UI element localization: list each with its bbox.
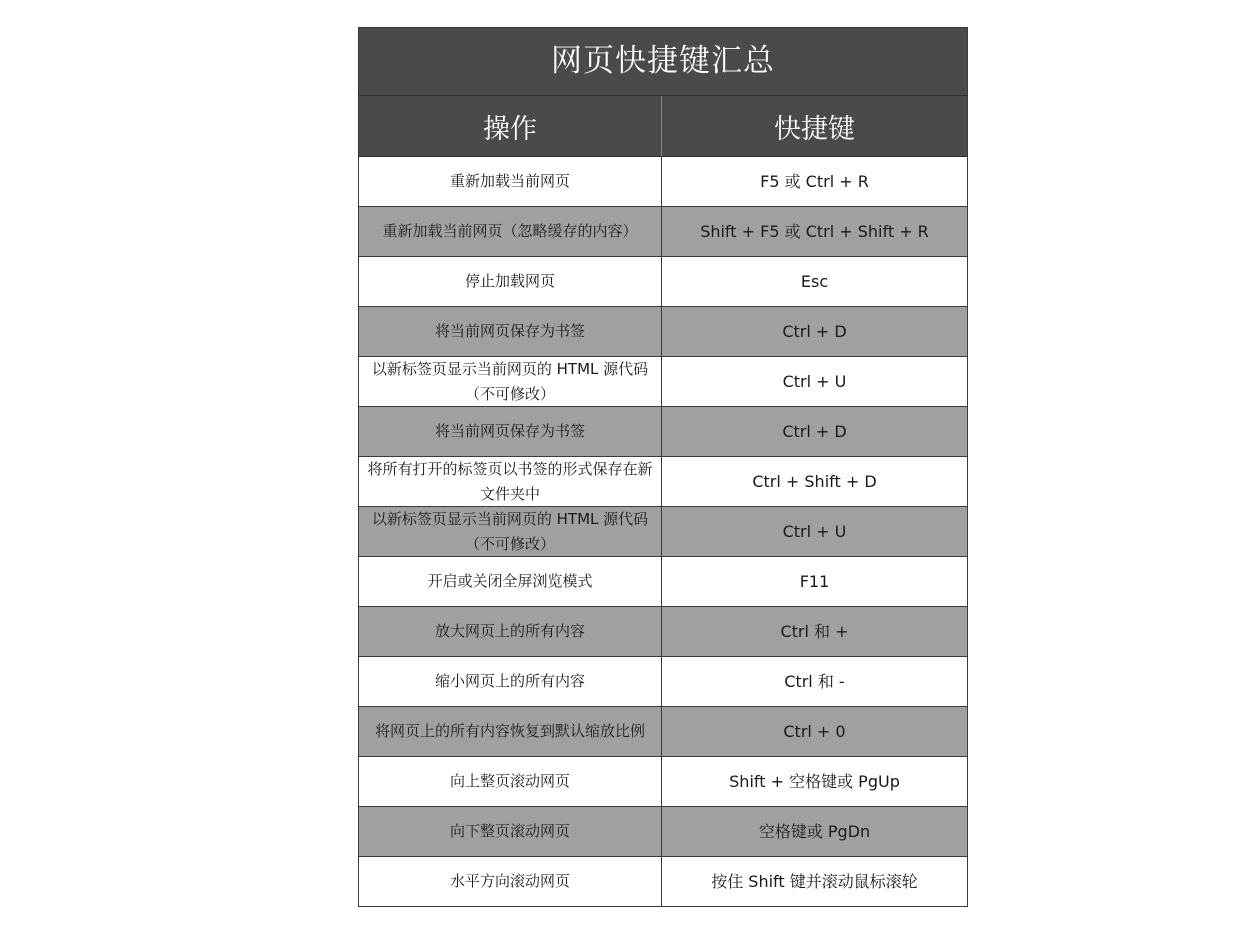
- table-row: [359, 557, 967, 607]
- table-row: [359, 257, 967, 307]
- table-row: [359, 607, 967, 657]
- shortcut-cell: F11: [799, 572, 830, 591]
- shortcut-cell: Ctrl + Shift + D: [752, 472, 877, 491]
- shortcut-cell: Ctrl + D: [782, 422, 847, 441]
- action-cell: 将当前网页保存为书签: [359, 307, 662, 356]
- shortcut-cell: Ctrl + U: [782, 372, 847, 391]
- shortcut-cell: 空格键或 PgDn: [758, 822, 871, 841]
- shortcut-cell: 按住 Shift 键并滚动鼠标滚轮: [711, 872, 918, 891]
- shortcut-cell: Ctrl + D: [782, 322, 847, 341]
- header-shortcut: 快捷键: [774, 113, 855, 145]
- action-cell: 以新标签页显示当前网页的 HTML 源代码（不可修改）: [359, 357, 662, 406]
- table-title: 网页快捷键汇总: [359, 28, 967, 96]
- action-cell: 重新加载当前网页: [359, 157, 662, 206]
- shortcut-cell: Shift + F5 或 Ctrl + Shift + R: [700, 222, 929, 241]
- table-row: [359, 407, 967, 457]
- table-row: [359, 657, 967, 707]
- action-cell: 以新标签页显示当前网页的 HTML 源代码（不可修改）: [359, 507, 662, 556]
- action-cell: 将当前网页保存为书签: [359, 407, 662, 456]
- shortcut-cell: Ctrl 和 +: [780, 622, 849, 641]
- action-cell: 水平方向滚动网页: [359, 857, 662, 906]
- action-cell: 将所有打开的标签页以书签的形式保存在新文件夹中: [359, 457, 662, 506]
- action-cell: 向上整页滚动网页: [359, 757, 662, 806]
- table-row: [359, 307, 967, 357]
- action-cell: 将网页上的所有内容恢复到默认缩放比例: [359, 707, 662, 756]
- table-row: [359, 357, 967, 407]
- table-header-row: [359, 96, 967, 157]
- shortcut-table: [358, 27, 968, 907]
- action-cell: 重新加载当前网页（忽略缓存的内容）: [359, 207, 662, 256]
- table-row: [359, 457, 967, 507]
- table-row: [359, 757, 967, 807]
- shortcut-cell: Ctrl + 0: [783, 722, 846, 741]
- table-row: [359, 807, 967, 857]
- table-row: [359, 157, 967, 207]
- table-row: [359, 207, 967, 257]
- shortcut-cell: Ctrl + U: [782, 522, 847, 541]
- action-cell: 向下整页滚动网页: [359, 807, 662, 856]
- shortcut-cell: Shift + 空格键或 PgUp: [729, 772, 900, 791]
- shortcut-cell: Esc: [800, 272, 829, 291]
- table-row: [359, 707, 967, 757]
- action-cell: 停止加载网页: [359, 257, 662, 306]
- shortcut-cell: F5 或 Ctrl + R: [760, 172, 869, 191]
- action-cell: 放大网页上的所有内容: [359, 607, 662, 656]
- shortcut-cell: Ctrl 和 -: [784, 672, 845, 691]
- table-row: [359, 857, 967, 907]
- action-cell: 开启或关闭全屏浏览模式: [359, 557, 662, 606]
- header-action: 操作: [359, 96, 662, 156]
- action-cell: 缩小网页上的所有内容: [359, 657, 662, 706]
- table-row: [359, 507, 967, 557]
